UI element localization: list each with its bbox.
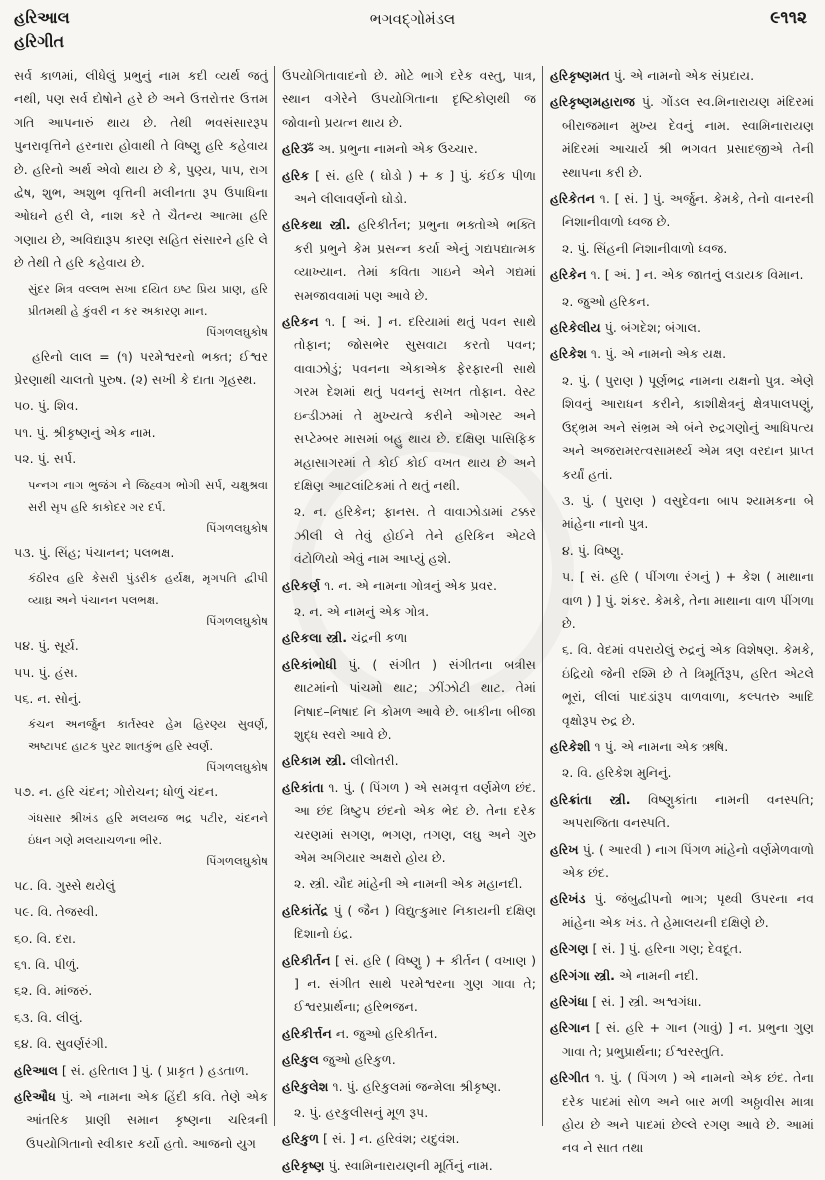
headword: હરિક <box>282 167 310 183</box>
dictionary-entry <box>550 788 814 835</box>
entry-sense <box>14 661 268 684</box>
entry-sense <box>550 638 814 732</box>
definition-text: પું. જંબુદ્વીપનો ભાગ; પૃથ્વી ઉપરના નવ માંહેના એક ખંડ. તે હેમાલયની દક્ષિણે છે. <box>562 891 814 930</box>
dictionary-entry <box>282 776 536 870</box>
headword: હરિકામ સ્ત્રી. <box>282 753 347 769</box>
verse-quote <box>14 713 268 757</box>
definition-text: ૨. પું. હરકુલીસનું મૂળ રૂપ. <box>294 1105 429 1121</box>
headword: હરિકુલ <box>282 1052 319 1068</box>
definition-text: ૫૬. ન. સોનું. <box>14 690 82 706</box>
dictionary-entry <box>282 626 536 649</box>
definition-text: [ સં. ] પું. હરિના ગણ; દેવદૂત. <box>588 941 743 957</box>
definition-text: ૧ પું. એ નામના એક ઋષિ. <box>590 738 729 754</box>
definition-text: ૫૮. વિ. ગુસ્સે થયેલું <box>14 877 116 893</box>
guide-word-bottom: હરિગીત <box>14 32 65 51</box>
dictionary-entry <box>550 64 814 87</box>
definition-text: પું. એ નામનો એક સંપ્રદાય. <box>609 68 755 83</box>
dictionary-entry <box>282 1127 536 1150</box>
definition-text: પું. ( આરવી ) નાગ પિંગળ માંહેનો વર્ણમેળવાળો એક છંદ. <box>562 841 814 880</box>
entry-sense <box>282 600 536 623</box>
definition-text: પિંગળલઘુકોષ <box>206 324 268 339</box>
entry-sense <box>14 394 268 417</box>
entry-sense <box>282 1101 536 1124</box>
dictionary-entry <box>550 187 814 234</box>
page-number: ૯૧૧૨ <box>770 8 807 28</box>
entry-sense <box>14 541 268 564</box>
dictionary-entry <box>282 653 536 747</box>
definition-text: [ સં. ] ન. હરિવંશ; યદુવંશ. <box>319 1131 460 1147</box>
dictionary-entry <box>282 1075 536 1098</box>
entry-sense <box>14 927 268 950</box>
definition-text: ૧. [ અં. ] ન. એક જાતનું લડાયક વિમાન. <box>586 267 804 283</box>
dictionary-entry <box>550 735 814 758</box>
definition-text: ૫૧. પું. શ્રીકૃષ્ણનું એક નામ. <box>14 424 156 440</box>
definition-text: પું. બંગદેશ; બંગાલ. <box>600 320 702 336</box>
entry-sense <box>14 900 268 923</box>
headword: હરિૐ <box>282 141 314 157</box>
definition-text: પું ( જૈન ) વિદ્યુત્કુમાર નિકાયની દક્ષિણ દિશાનો ઇંદ્ર. <box>294 902 536 942</box>
entry-continuation <box>282 64 536 134</box>
dictionary-entry <box>550 90 814 184</box>
definition-text: કંચન અનર્જુન કાર્તસ્વર હેમ હિરણ્ય સુવર્ણ, અષ્ટાપદ હાટક પુરટ શાતકુંભ હરિ સ્વર્ણ. <box>28 717 268 754</box>
dictionary-entry <box>550 887 814 934</box>
dictionary-entry <box>14 1059 268 1082</box>
headword: હરિકુલેશ <box>282 1078 329 1094</box>
definition-text: હરિકીર્તન; પ્રભુના ભક્તોએ ભક્તિ કરી પ્રભુને કેમ પ્રસન્ન કર્યા એનું ગદ્યપદ્યાત્મક વ્યાખ્યાન. તેમાં કવિતા ગાઇને એને ગદ્યમાં સમજાવવામાં પણ આવે છે. <box>294 217 537 303</box>
definition-text: ૧. પું. એ નામનો એક યક્ષ. <box>586 346 727 362</box>
definition-text: પન્નગ નાગ ભુજંગ ને જિહ્વગ ભોગી સર્પ, ચક્ષુશ્રવા સરી સૃપ હરિ કાકોદર ગર દર્પ. <box>28 477 268 514</box>
entry-continuation <box>14 64 268 275</box>
verse-quote <box>14 807 268 851</box>
definition-text: પિંગળલઘુકોષ <box>206 853 268 868</box>
dictionary-entry <box>282 1154 536 1177</box>
entry-sense <box>14 780 268 803</box>
definition-text: ૫૨. પું. સર્પ. <box>14 451 77 467</box>
definition-text: અ. પ્રભુના નામનો એક ઉચ્ચાર. <box>313 141 478 157</box>
dictionary-entry <box>550 1066 814 1160</box>
entry-sense <box>550 237 814 260</box>
definition-text: ૨. ન. હરિકેન; ફાનસ. તે વાવાઝોડામાં ટક્કર ઝીલી લે તેવું હોઈને તેને હરિકિન એટલે વંટોળિયો એવું નામ આપ્યું હશે. <box>294 504 536 567</box>
entry-sense <box>282 500 536 570</box>
entry-sense <box>550 565 814 635</box>
dictionary-entry <box>282 899 536 946</box>
headword: હરિકુળ <box>282 1131 320 1147</box>
verse-quote <box>14 474 268 518</box>
dictionary-entry <box>550 964 814 987</box>
column-divider <box>542 66 543 1126</box>
entry-sense <box>14 687 268 710</box>
definition-text: પિંગળલઘુકોષ <box>206 520 268 535</box>
headword: હરિક્રાંતા સ્ત્રી. <box>550 791 631 807</box>
entry-sense <box>282 872 536 895</box>
definition-text: ૫૫. પું. હંસ. <box>14 664 78 680</box>
quote-source <box>14 757 268 777</box>
dictionary-entry <box>282 1048 536 1071</box>
headword: હરિકાંતા <box>282 779 324 795</box>
entry-sense <box>550 539 814 562</box>
definition-text: ચંદ્રની કળા <box>346 630 408 646</box>
dictionary-title: ભગવદ્ગોમંડલ <box>369 10 456 28</box>
entry-sense <box>550 489 814 536</box>
dictionary-entry <box>282 137 536 160</box>
definition-text: પિંગળલઘુકોષ <box>206 614 268 629</box>
entry-sense <box>14 874 268 897</box>
definition-text: ૪. પું. વિષ્ણુ. <box>562 542 624 558</box>
quote-source <box>14 322 268 342</box>
definition-text: ૬૪. વિ. સુવર્ણરંગી. <box>14 1036 108 1052</box>
headword: હરિકૃષ્ણમત <box>550 68 610 83</box>
definition-text: કંઠીરવ હરિ કેસરી પુંડરીક હર્યક્ષ, મૃગપતિ દ્વીપી વ્યાઘ્ર અને પંચાનન પલભક્ષ. <box>28 571 268 608</box>
definition-text: હરિનો લાલ = (૧) પરમેશ્વરનો ભક્ત; ઈશ્વર પ્રેરણાથી ચાલતો પુરુષ. (૨) સખી કે દાતા ગૃહસ્થ. <box>14 348 268 388</box>
headword: હરિકેશ <box>550 346 587 362</box>
entry-sense <box>14 1006 268 1029</box>
quote-source <box>14 611 268 631</box>
definition-text: પિંગળલઘુકોષ <box>206 760 268 775</box>
headword: હરિકાંભોધી <box>282 656 337 672</box>
headword: હરિકીર્તન <box>282 952 331 968</box>
headword: હરિકેન <box>550 267 587 283</box>
headword: હરિકીર્ત્તન <box>282 1025 332 1041</box>
headword: હરિગંધા <box>550 994 589 1010</box>
headword: હરિગીત <box>550 1070 590 1086</box>
headword: હરિકથા સ્ત્રી. <box>282 217 351 233</box>
definition-text: સર્વ કાળમાં, લીધેલું પ્રભુનું નામ કદી વ્યર્થ જતું નથી, પણ સર્વ દોષોને હરે છે અને ઉત્તરોત્તર ઉત્તમ ગતિ આપનારું થાય છે. તેથી ભવસંસારરૂપ પુનરાવૃત્તિને હરનારા હોવાથી તે વિષ્ણુ હરિ કહેવાય છે. હરિનો અર્થ એવો થાય છે કે, પુણ્ય, પાપ, રાગ દ્વેષ, શુભ, અશુભ વૃત્તિની મલીનતા રૂપ ઉપાધિના ઓઘને હરી લે, નાશ કરે તે ચૈતન્ય આત્મા હરિ ગણાય છે, અવિદ્યારૂપ કારણ સહિત સંસારને હરિ લે છે તેથી તે હરિ કહેવાય છે. <box>14 68 268 271</box>
definition-text: ૧. પું. ( પિંગળ ) એ સમવૃત્ત વર્ણમેળ છંદ. આ છંદ ત્રિષ્ટુપ છંદનો એક ભેદ છે. તેના દરેક ચરણમાં સગણ, ભગણ, તગણ, લઘુ અને ગુરુ એમ અગિયાર અક્ષરો હોય છે. <box>294 779 536 865</box>
entry-note <box>14 345 268 392</box>
entry-sense <box>14 447 268 470</box>
headword: હરિખંડ <box>550 891 586 907</box>
headword: હરિકેશી <box>550 738 591 754</box>
dictionary-entry <box>550 838 814 885</box>
headword: હરિકેતન <box>550 191 595 207</box>
headword: હરિઆલ <box>14 1062 58 1078</box>
dictionary-entry <box>282 1022 536 1045</box>
definition-text: ૨. ન. એ નામનું એક ગોત્ર. <box>294 603 430 619</box>
headword: હરિકાંતેંદ્ર <box>282 902 329 918</box>
definition-text: ૧. પું. ( પિંગળ ) એ નામનો એક છંદ. તેના દરેક પાદમાં સોળ અને બાર મળી અઠ્ઠાવીસ માત્રા હોય છે અને પાદમાં છેલ્લે રગણ આવે છે. આમાં નવ ને સાત તથા <box>562 1070 814 1156</box>
definition-text: ૫. [ સં. હરિ ( પીંગળા રંગનું ) + કેશ ( માથાના વાળ ) ] પું. શંકર. કેમકે, તેના માથાના વાળ પીંગળા છે. <box>562 569 814 631</box>
entry-sense <box>14 979 268 1002</box>
headword: હરિખ <box>550 841 579 857</box>
verse-quote <box>14 567 268 611</box>
headword: હરિકૃષ્ણ <box>282 1157 325 1173</box>
dictionary-entry <box>550 263 814 286</box>
definition-text: [ સં. હરિ ( ઘોડો ) + ક ] પું. કંઈક પીળા અને લીલાવર્ણનો ઘોડો. <box>294 167 536 207</box>
dictionary-entry <box>282 574 536 597</box>
definition-text: લીલોતરી. <box>346 753 399 769</box>
definition-text: ૨. જુઓ હરિકન. <box>562 293 650 309</box>
entry-sense <box>550 761 814 784</box>
definition-text: [ સં. હરિ ( વિષ્ણુ ) + કીર્તન ( વખાણ ) ] ન. સંગીત સાથે પરમેશ્વરના ગુણ ગાવા તે; ઈશ્વરપ્રાર્થના; હરિભજન. <box>294 952 536 1015</box>
definition-text: ૧. [ સં. ] પું. અર્જુન. કેમકે, તેનો વાનરની નિશાનીવાળો ધ્વજ છે. <box>562 191 814 230</box>
headword: હરિકૃષ્ણમહારાજ <box>550 94 635 110</box>
definition-text: ૧. ન. એ નામના ગોત્રનું એક પ્રવર. <box>320 577 498 593</box>
entry-sense <box>14 1032 268 1055</box>
dictionary-entry <box>282 949 536 1019</box>
headword: હરિકલા સ્ત્રી. <box>282 630 347 646</box>
headword: હરિગણ <box>550 941 589 957</box>
quote-source <box>14 518 268 538</box>
definition-text: સુંદર મિત્ર વલ્લભ સખા દયિત ઇષ્ટ પ્રિય પ્રાણ, હરિ પ્રીતમથી હે કુંવરી ન કર અકારણ માન. <box>28 281 268 318</box>
definition-text: ૬૨. વિ. માંજરું. <box>14 983 93 999</box>
dictionary-entry <box>14 1085 268 1155</box>
entry-sense <box>550 290 814 313</box>
headword: હરિકર્ણ <box>282 577 321 593</box>
dictionary-entry <box>550 342 814 365</box>
definition-text: ૧. [ અં. ] ન. દરિયામાં થતું પવન સાથે તોફાન; જોસભેર સુસવાટા કરતો પવન; વાવાઝોડું; પવનના એકાએક ફેરફારની સાથે ગરમ દેશમાં થતું પવનનું સખત તોફાન. વેસ્ટ ઇન્ડીઝમાં તે મુખ્યત્વે કરીને ઓગસ્ટ અને સપ્ટેમ્બર માસમાં બહુ થાય છે. દક્ષિણ પાસિફિક મહાસાગરમાં તે કોઈ કોઈ વખત થાય છે અને દક્ષિણ આટલાંટિકમાં તે થતું નથી. <box>294 314 536 493</box>
dictionary-entry <box>550 316 814 339</box>
entry-sense <box>14 421 268 444</box>
dictionary-entry <box>282 310 536 497</box>
definition-text: જુઓ હરિકુળ. <box>318 1052 396 1068</box>
definition-text: ૫૦. પું. શિવ. <box>14 398 79 414</box>
definition-text: ૫૭. ન. હરિ ચંદન; ગોરોચન; ધોળું ચંદન. <box>14 784 219 800</box>
entry-sense <box>14 634 268 657</box>
definition-text: પું. ( સંગીત ) સંગીતના બત્રીસ થાટમાંનો પાંચમો થાટ; ઝીંઝોટી થાટ. તેમાં નિષાદ–નિષાદ નિ કોમળ આવે છે. બાકીના બીજા શુદ્ધ સ્વરો આવે છે. <box>294 656 536 742</box>
definition-text: ૩. પું. ( પુરાણ ) વસુદેવના બાપ શ્યામકના બે માંહેના નાનો પુત્ર. <box>562 492 814 532</box>
definition-text: ૬૦. વિ. દરા. <box>14 930 76 946</box>
quote-source <box>14 851 268 871</box>
entry-sense <box>550 369 814 486</box>
definition-text: ન. જુઓ હરિકીર્તન. <box>331 1025 438 1041</box>
definition-text: ૨. સ્ત્રી. ચૌદ માંહેની એ નામની એક મહાનદી. <box>294 876 523 892</box>
definition-text: ૧. પું. હરિકુલમાં જન્મેલા શ્રીકૃષ્ણ. <box>328 1078 502 1094</box>
definition-text: ૬. વિ. વેદમાં વપરાયેલું રુદ્રનું એક વિશેષણ. કેમકે, ઇંદ્રિયો જેની રશ્મિ છે તે ત્રિમૂર્તિરૂપ, હરિત એટલે ભૂરાં, લીલાં પાદડાંરૂપ વાળવાળા, કલ્પતરુ આદિ વૃક્ષોરૂપ રુદ્ર છે. <box>562 642 814 728</box>
definition-text: [ સં. ] સ્ત્રી. અશ્વગંધા. <box>588 994 702 1010</box>
dictionary-entry <box>282 164 536 211</box>
column-divider <box>274 66 275 1126</box>
definition-text: પું. સ્વામિનારાયણની મૂર્તિનું નામ. <box>324 1157 493 1173</box>
definition-text: [ સં. હરિતાલ ] પું. ( પ્રાકૃત ) હડતાળ. <box>57 1062 249 1078</box>
headword: હરિગાન <box>550 1020 590 1036</box>
column-2 <box>282 64 536 1180</box>
dictionary-entry <box>550 1016 814 1063</box>
definition-text: ગંધસાર શ્રીખંડ હરિ મલયજ ભદ્ર પટીર, ચંદનને ઇંધન ગણે મલયાચળના ભીર. <box>28 810 268 847</box>
verse-quote <box>14 278 268 322</box>
definition-text: ૨. વિ. હરિકેશ મુનિનું. <box>562 765 672 781</box>
headword: હરિકન <box>282 314 319 330</box>
definition-text: પું. એ નામના એક હિંદી કવિ. તેણે એક આંતરિક પ્રાણી સમાન કૃષ્ણના ચરિત્રની ઉપયોગિતાનો સ્વીકાર કર્યો હતો. આજનો યુગ <box>26 1088 268 1151</box>
dictionary-entry <box>282 213 536 307</box>
headword: હરિગંગા સ્ત્રી. <box>550 967 615 983</box>
dictionary-entry <box>550 937 814 960</box>
definition-text: એ નામની નદી. <box>614 967 699 983</box>
definition-text: ૨. પું. ( પુરાણ ) પૂર્ણભદ્ર નામના યક્ષનો પુત્ર. એણે શિવનું આરાધન કરીને, કાશીક્ષેત્રનું ક્ષેત્રપાલપણું, ઉદ્ભ્રમ અને સંભ્રમ એ બંને રુદ્રગણોનું આધિપત્ય અને અજરામરત્વસામર્થ્ય એમ ત્રણ વરદાન પ્રાપ્ત કર્યાં હતાં. <box>562 372 814 482</box>
dictionary-entry <box>550 990 814 1013</box>
definition-text: ૬૩. વિ. લીલું. <box>14 1009 83 1025</box>
definition-text: ઉપયોગિતાવાદનો છે. મોટે ભાગે દરેક વસ્તુ, પાત્ર, સ્થાન વગેરેને ઉપયોગિતાના દૃષ્ટિકોણથી જ જોવાનો પ્રયત્ન થાય છે. <box>282 68 536 130</box>
definition-text: ૫૯. વિ. તેજસ્વી. <box>14 904 99 920</box>
definition-text: ૫૩. પું. સિંહ; પંચાનન; પલભક્ષ. <box>14 544 175 560</box>
definition-text: ૬૧. વિ. પીળું. <box>14 956 80 972</box>
definition-text: ૫૪. પું. સૂર્ય. <box>14 638 79 654</box>
headword: હરિકેલીય <box>550 320 601 336</box>
dictionary-entry <box>282 749 536 772</box>
column-1 <box>14 64 268 1158</box>
headword: હરિઔધ <box>14 1088 56 1104</box>
definition-text: પું. ગોંડલ સ્વ.મિનારાયણ મંદિરમાં બીરાજમાન મુખ્ય દેવનું નામ. સ્વામિનારાયણ મંદિરમાં આચાર્ય શ્રી ભગવત પ્રસાદજીએ તેની સ્થાપના કરી છે. <box>562 94 814 180</box>
entry-sense <box>14 953 268 976</box>
definition-text: ૨. પું. સિંહની નિશાનીવાળો ધ્વજ. <box>562 240 728 256</box>
guide-word-top: હરિઆલ <box>14 8 70 27</box>
definition-text: [ સં. હરિ + ગાન (ગાવું) ] ન. પ્રભુના ગુણ ગાવા તે; પ્રભુપ્રાર્થના; ઈશ્વરસ્તુતિ. <box>562 1020 814 1059</box>
column-3 <box>550 64 814 1163</box>
definition-text: વિષ્ણુકાંતા નામની વનસ્પતિ; અપરાજિતા વનસ્પતિ. <box>562 791 815 831</box>
